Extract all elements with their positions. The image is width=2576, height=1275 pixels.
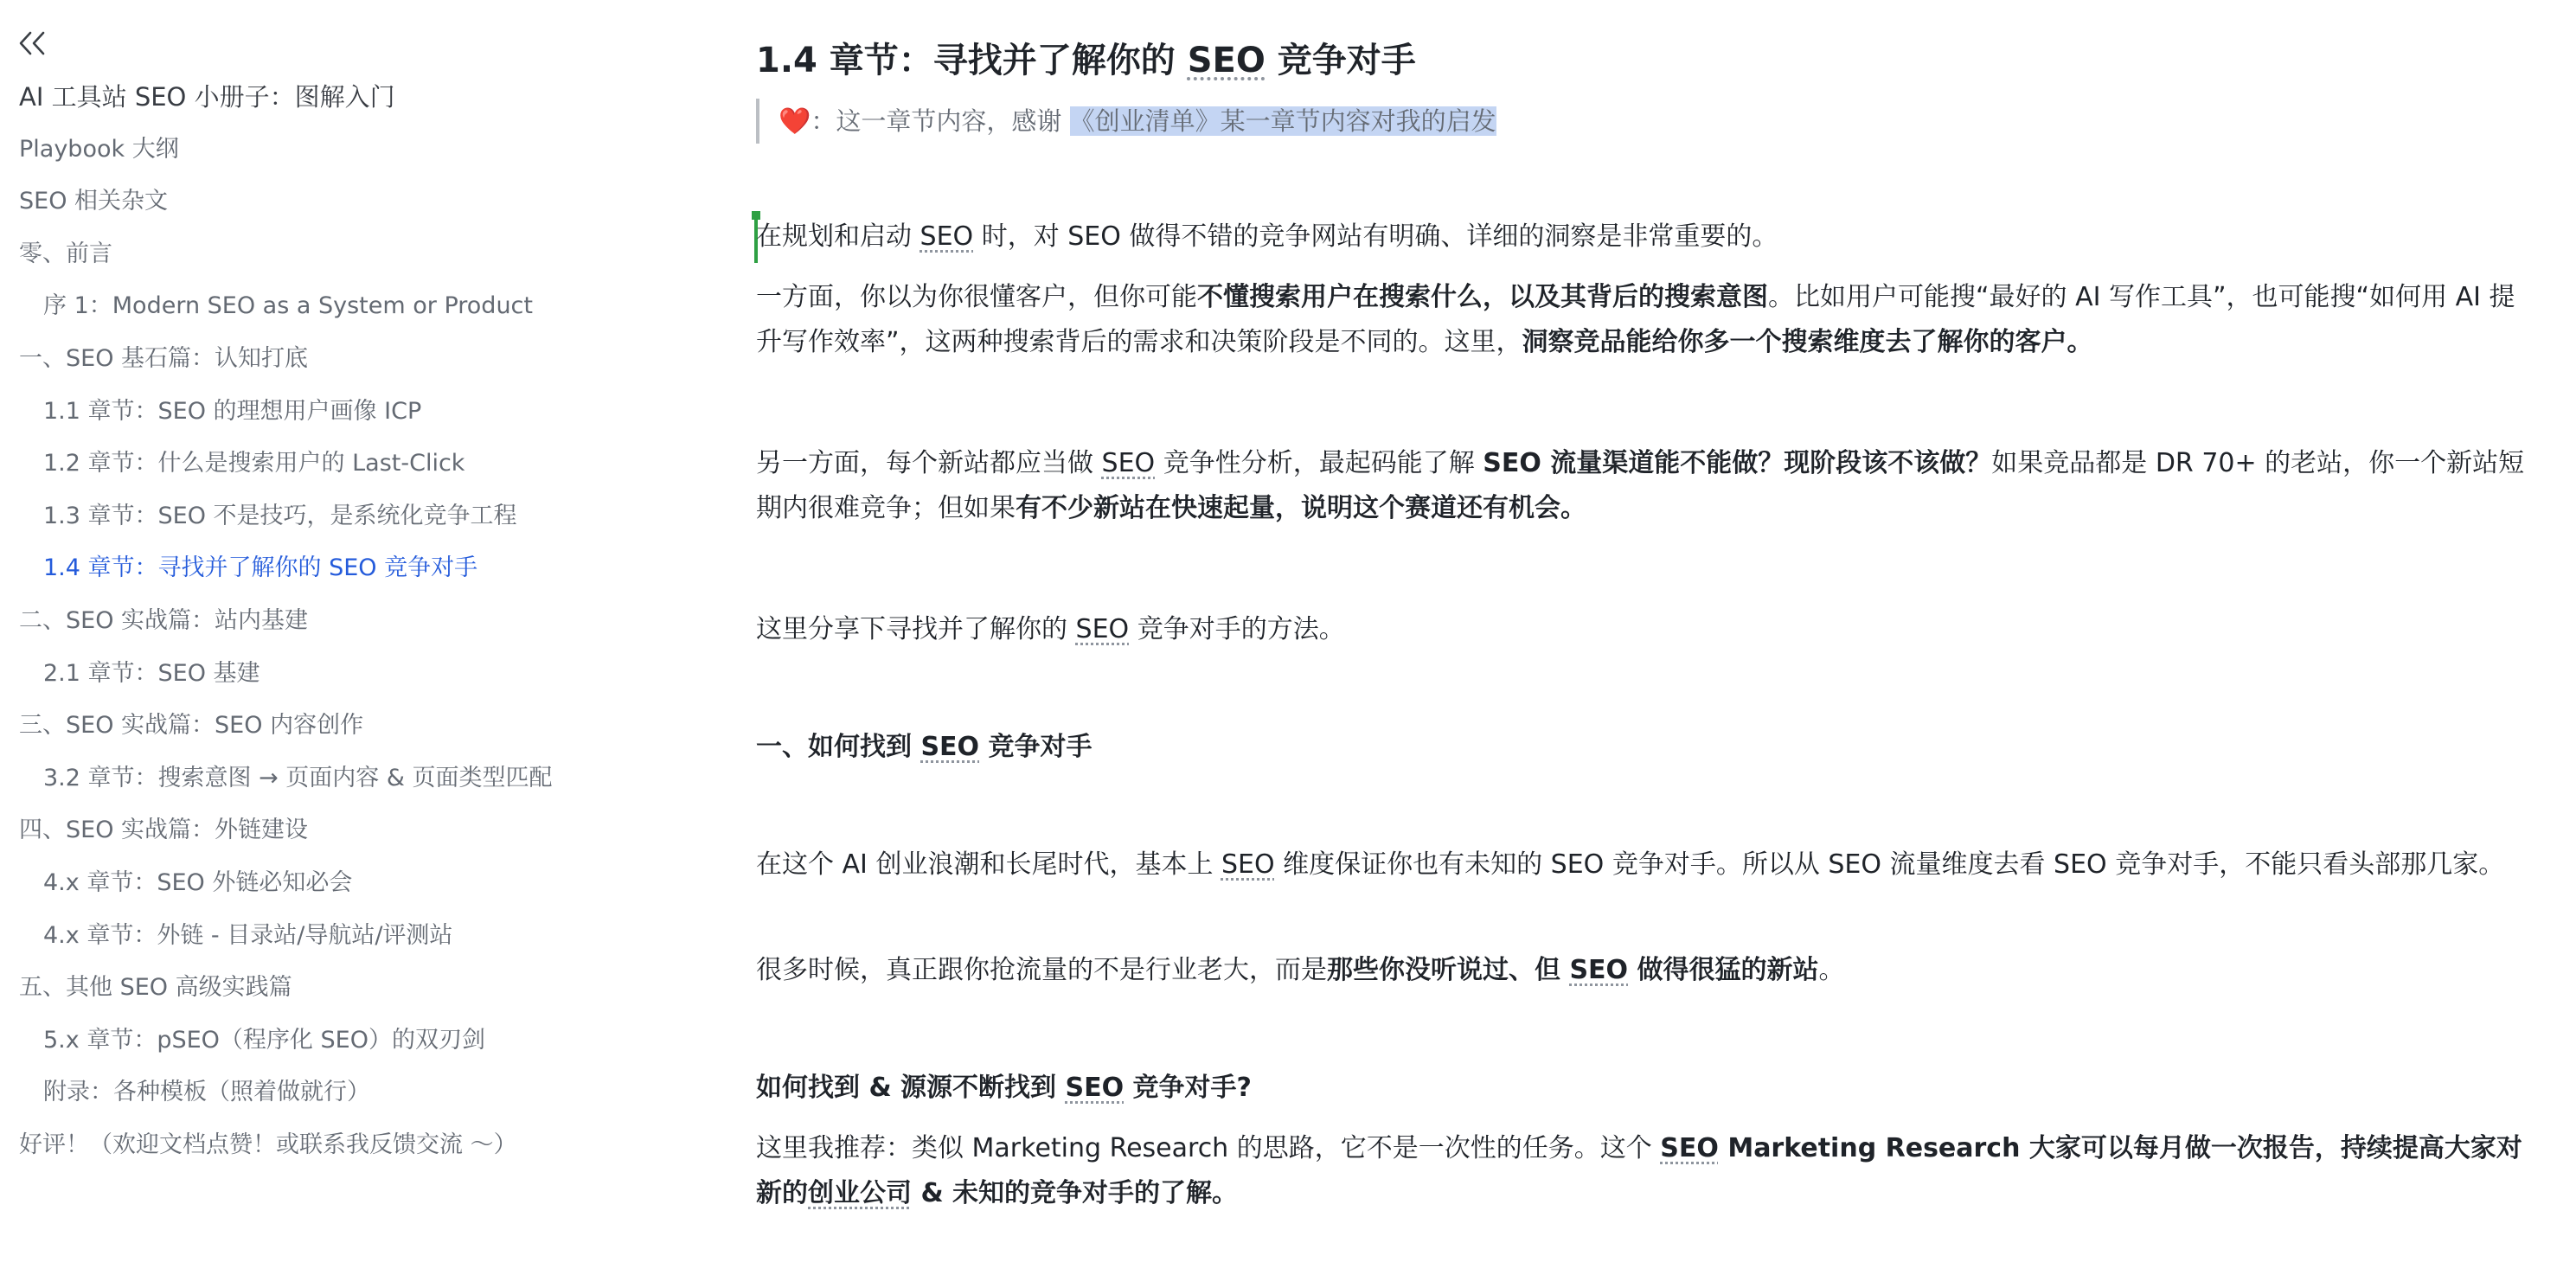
p3-text-d: 如果竞品都是 DR 70+ 的老站，你一个新站短期内很难竞争；但如果 bbox=[756, 448, 2525, 523]
toc-item-chapter-4-x-b[interactable]: 4.x 章节：外链 - 目录站/导航站/评测站 bbox=[43, 921, 453, 949]
p6-text-d: 。 bbox=[1818, 955, 1845, 985]
sidebar bbox=[0, 0, 709, 1275]
p3-seo-term: SEO bbox=[1101, 448, 1156, 478]
toc-item-chapter-5-x[interactable]: 5.x 章节：pSEO（程序化 SEO）的双刃剑 bbox=[43, 1026, 485, 1054]
p6-bold-b: 那些你没听说过、但 bbox=[1327, 955, 1570, 985]
paragraph-ai-era[interactable] bbox=[756, 843, 2538, 887]
p2-bold-d: 洞察竞品能给你多一个搜索维度去了解你的客户。 bbox=[1522, 327, 2093, 357]
toc-item-chapter-1-1[interactable]: 1.1 章节：SEO 的理想用户画像 ICP bbox=[43, 397, 422, 425]
p7-bold-c: Marketing Research 大家可以每月做一次报告，持续提高大家对新的 bbox=[756, 1133, 2522, 1208]
double-chevron-left-icon bbox=[16, 26, 50, 61]
p2-bold-b: 不懂搜索用户在搜索什么，以及其背后的搜索意图 bbox=[1197, 282, 1768, 312]
toc-item-book-title[interactable]: AI 工具站 SEO 小册子：图解入门 bbox=[19, 82, 395, 112]
h1-seo-term: SEO bbox=[920, 732, 980, 762]
p2-text-c: 。比如用户可能搜“最好的 AI 写作工具”，也可能搜“如何用 AI 提升写作效率”，这两种搜索背后的需求和决策阶段是不同的。这里， bbox=[756, 282, 2515, 357]
toc-item-seo-essays[interactable]: SEO 相关杂文 bbox=[19, 188, 169, 215]
toc-item-feedback[interactable]: 好评！（欢迎文档点赞！或联系我反馈交流 ～） bbox=[19, 1131, 517, 1158]
p3-text-a: 另一方面，每个新站都应当做 bbox=[756, 448, 1102, 478]
toc-item-chapter-1-2[interactable]: 1.2 章节：什么是搜索用户的 Last-Click bbox=[43, 450, 465, 477]
p3-bold-c: SEO 流量渠道能不能做？现阶段该不该做？ bbox=[1483, 448, 1992, 478]
toc-item-preface[interactable]: 零、前言 bbox=[19, 240, 112, 267]
p5-text-b: 维度保证你也有未知的 SEO 竞争对手。所以从 SEO 流量维度去看 SEO 竞争对手，不能只看头部那几家。 bbox=[1274, 849, 2505, 880]
title-prefix: 1.4 章节：寻找并了解你的 bbox=[756, 41, 1188, 80]
p7-bold-e: & 未知的竞争对手的了解。 bbox=[912, 1178, 1239, 1208]
h1-text-a: 一、如何找到 bbox=[756, 732, 921, 762]
toc-item-part-3[interactable]: 三、SEO 实战篇：SEO 内容创作 bbox=[19, 712, 364, 740]
section-heading-find-competitors[interactable] bbox=[756, 725, 1093, 770]
title-suffix: 竞争对手 bbox=[1265, 41, 1416, 80]
page-title bbox=[756, 35, 1416, 86]
p6-seo-term: SEO bbox=[1569, 955, 1629, 985]
toc-item-part-1[interactable]: 一、SEO 基石篇：认知打底 bbox=[19, 344, 309, 372]
toc-item-chapter-3-2[interactable]: 3.2 章节：搜索意图 → 页面内容 & 页面类型匹配 bbox=[43, 764, 553, 791]
toc-item-appendix[interactable]: 附录：各种模板（照着做就行） bbox=[43, 1079, 370, 1106]
toc-item-preface-1[interactable]: 序 1：Modern SEO as a System or Product bbox=[43, 292, 533, 320]
p4-text-b: 竞争对手的方法。 bbox=[1129, 614, 1345, 644]
section-heading-continuous[interactable] bbox=[756, 1066, 1252, 1111]
acknowledgement-quote bbox=[756, 99, 1496, 144]
toc-item-playbook-outline[interactable]: Playbook 大纲 bbox=[19, 135, 179, 163]
p5-text-a: 在这个 AI 创业浪潮和长尾时代，基本上 bbox=[756, 849, 1221, 880]
p1-text-a: 在规划和启动 bbox=[756, 221, 920, 252]
toc-item-chapter-2-1[interactable]: 2.1 章节：SEO 基建 bbox=[43, 659, 260, 687]
paragraph-marketing-research[interactable] bbox=[756, 1126, 2538, 1216]
p1-text-b: 时，对 SEO 做得不错的竞争网站有明确、详细的洞察是非常重要的。 bbox=[973, 221, 1778, 252]
p7-text-a: 这里我推荐：类似 Marketing Research 的思路，它不是一次性的任务。这个 bbox=[756, 1133, 1661, 1163]
h2-seo-term: SEO bbox=[1065, 1073, 1125, 1103]
p4-seo-term: SEO bbox=[1075, 614, 1130, 644]
h2-text-a: 如何找到 & 源源不断找到 bbox=[756, 1073, 1066, 1103]
paragraph-real-competitors[interactable] bbox=[756, 948, 2538, 993]
p3-bold-e: 有不少新站在快速起量，说明这个赛道还有机会。 bbox=[1016, 493, 1586, 523]
p2-text-a: 一方面，你以为你很懂客户，但你可能 bbox=[756, 282, 1197, 312]
heart-icon: ❤️ bbox=[779, 106, 811, 137]
toc-item-chapter-1-3[interactable]: 1.3 章节：SEO 不是技巧，是系统化竞争工程 bbox=[43, 502, 517, 529]
toc-item-part-5[interactable]: 五、其他 SEO 高级实践篇 bbox=[19, 974, 292, 1002]
paragraph-share-method[interactable] bbox=[756, 607, 2538, 652]
paragraph-intro[interactable] bbox=[756, 215, 2538, 259]
paragraph-other-hand[interactable] bbox=[756, 441, 2538, 531]
p6-text-a: 很多时候，真正跟你抢流量的不是行业老大，而是 bbox=[756, 955, 1327, 985]
p5-seo-term: SEO bbox=[1221, 849, 1275, 880]
p3-text-b: 竞争性分析，最起码能了解 bbox=[1155, 448, 1483, 478]
toc-item-part-4[interactable]: 四、SEO 实战篇：外链建设 bbox=[19, 817, 309, 844]
collapse-sidebar-button[interactable] bbox=[16, 26, 50, 61]
title-seo-term: SEO bbox=[1187, 41, 1266, 80]
p7-startup-term: 创业公司 bbox=[808, 1178, 912, 1208]
toc-item-chapter-1-4[interactable]: 1.4 章节：寻找并了解你的 SEO 竞争对手 bbox=[43, 554, 478, 582]
h2-text-b: 竞争对手? bbox=[1124, 1073, 1252, 1103]
p6-bold-c: 做得很猛的新站 bbox=[1628, 955, 1819, 985]
p7-seo-term: SEO bbox=[1660, 1133, 1719, 1163]
quote-highlighted-text[interactable]: 《创业清单》某一章节内容对我的启发 bbox=[1069, 106, 1496, 136]
h1-text-b: 竞争对手 bbox=[979, 732, 1093, 762]
paragraph-one-hand[interactable] bbox=[756, 275, 2538, 365]
toc-item-chapter-4-x-a[interactable]: 4.x 章节：SEO 外链必知必会 bbox=[43, 868, 353, 896]
p1-seo-term: SEO bbox=[920, 221, 974, 252]
quote-text: ：这一章节内容，感谢 bbox=[811, 106, 1070, 136]
toc-item-part-2[interactable]: 二、SEO 实战篇：站内基建 bbox=[19, 606, 309, 634]
p4-text-a: 这里分享下寻找并了解你的 bbox=[756, 614, 1076, 644]
table-of-contents bbox=[0, 76, 709, 1176]
